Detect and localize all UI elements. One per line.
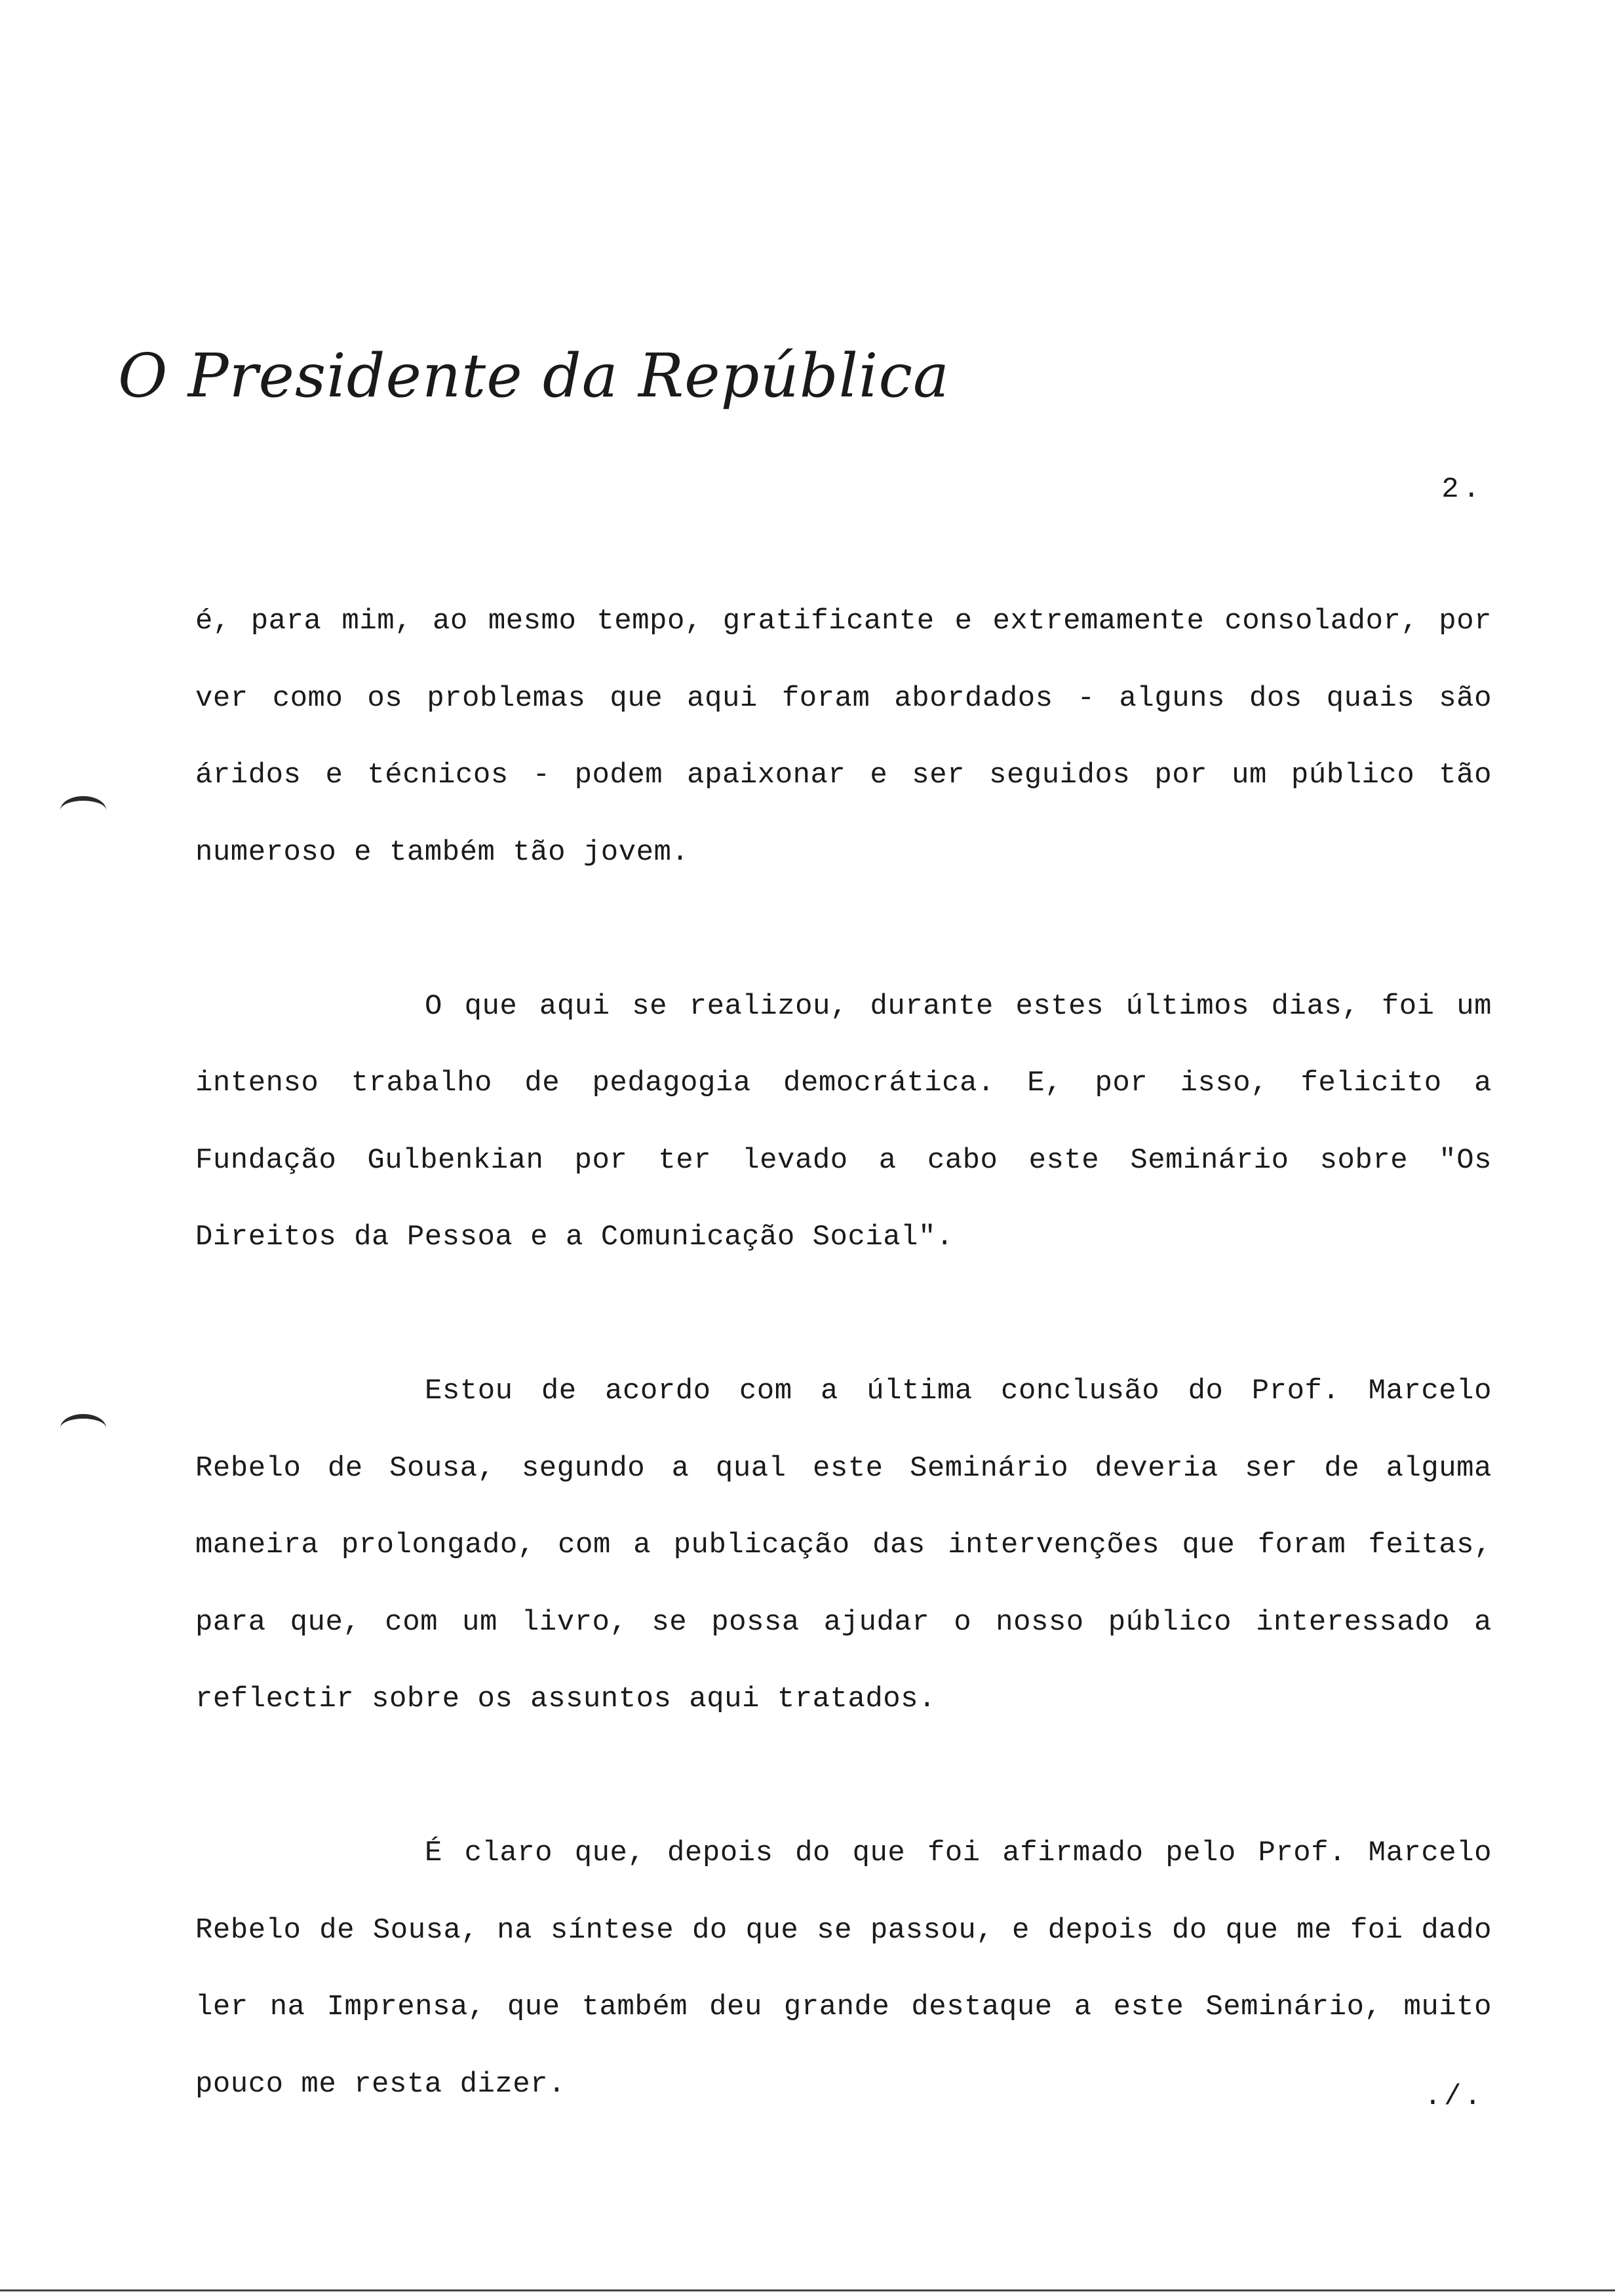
letterhead-title: O Presidente da República (118, 341, 950, 411)
page-number: 2. (1441, 473, 1484, 506)
bottom-edge-line (0, 2289, 1615, 2291)
punch-hole-mark-lower (60, 1414, 106, 1442)
paragraph-1: é, para mim, ao mesmo tempo, gratificante e extremamente consolador, por ver como os problemas que aqui foram abordados - alguns dos quais são áridos e técnicos - podem apaixonar e ser seguidos por um público tão numeroso e também tão jovem. (195, 605, 1492, 869)
document-body (195, 583, 1492, 2123)
paragraph-2: O que aqui se realizou, durante estes últimos dias, foi um intenso trabalho de pedagogia democrática. E, por isso, felicito a Fundação Gulbenkian por ter levado a cabo este Seminário sobre "Os Direitos da Pessoa e a Comunicação Social". (195, 989, 1492, 1253)
paragraph-3: Estou de acordo com a última conclusão do Prof. Marcelo Rebelo de Sousa, segundo a qual este Seminário deveria ser de alguma maneira prolongado, com a publicação das intervenções que foram feitas, para que, com um livro, se possa ajudar o nosso público interessado a reflectir sobre os assuntos aqui tratados. (195, 1375, 1492, 1715)
punch-hole-mark-upper (60, 796, 106, 824)
continuation-mark: ./. (1424, 2080, 1484, 2113)
paragraph-4: É claro que, depois do que foi afirmado pelo Prof. Marcelo Rebelo de Sousa, na síntese do que se passou, e depois do que me foi dado ler na Imprensa, que também deu grande destaque a este Seminário, muito pouco me resta dizer. (195, 1837, 1492, 2101)
